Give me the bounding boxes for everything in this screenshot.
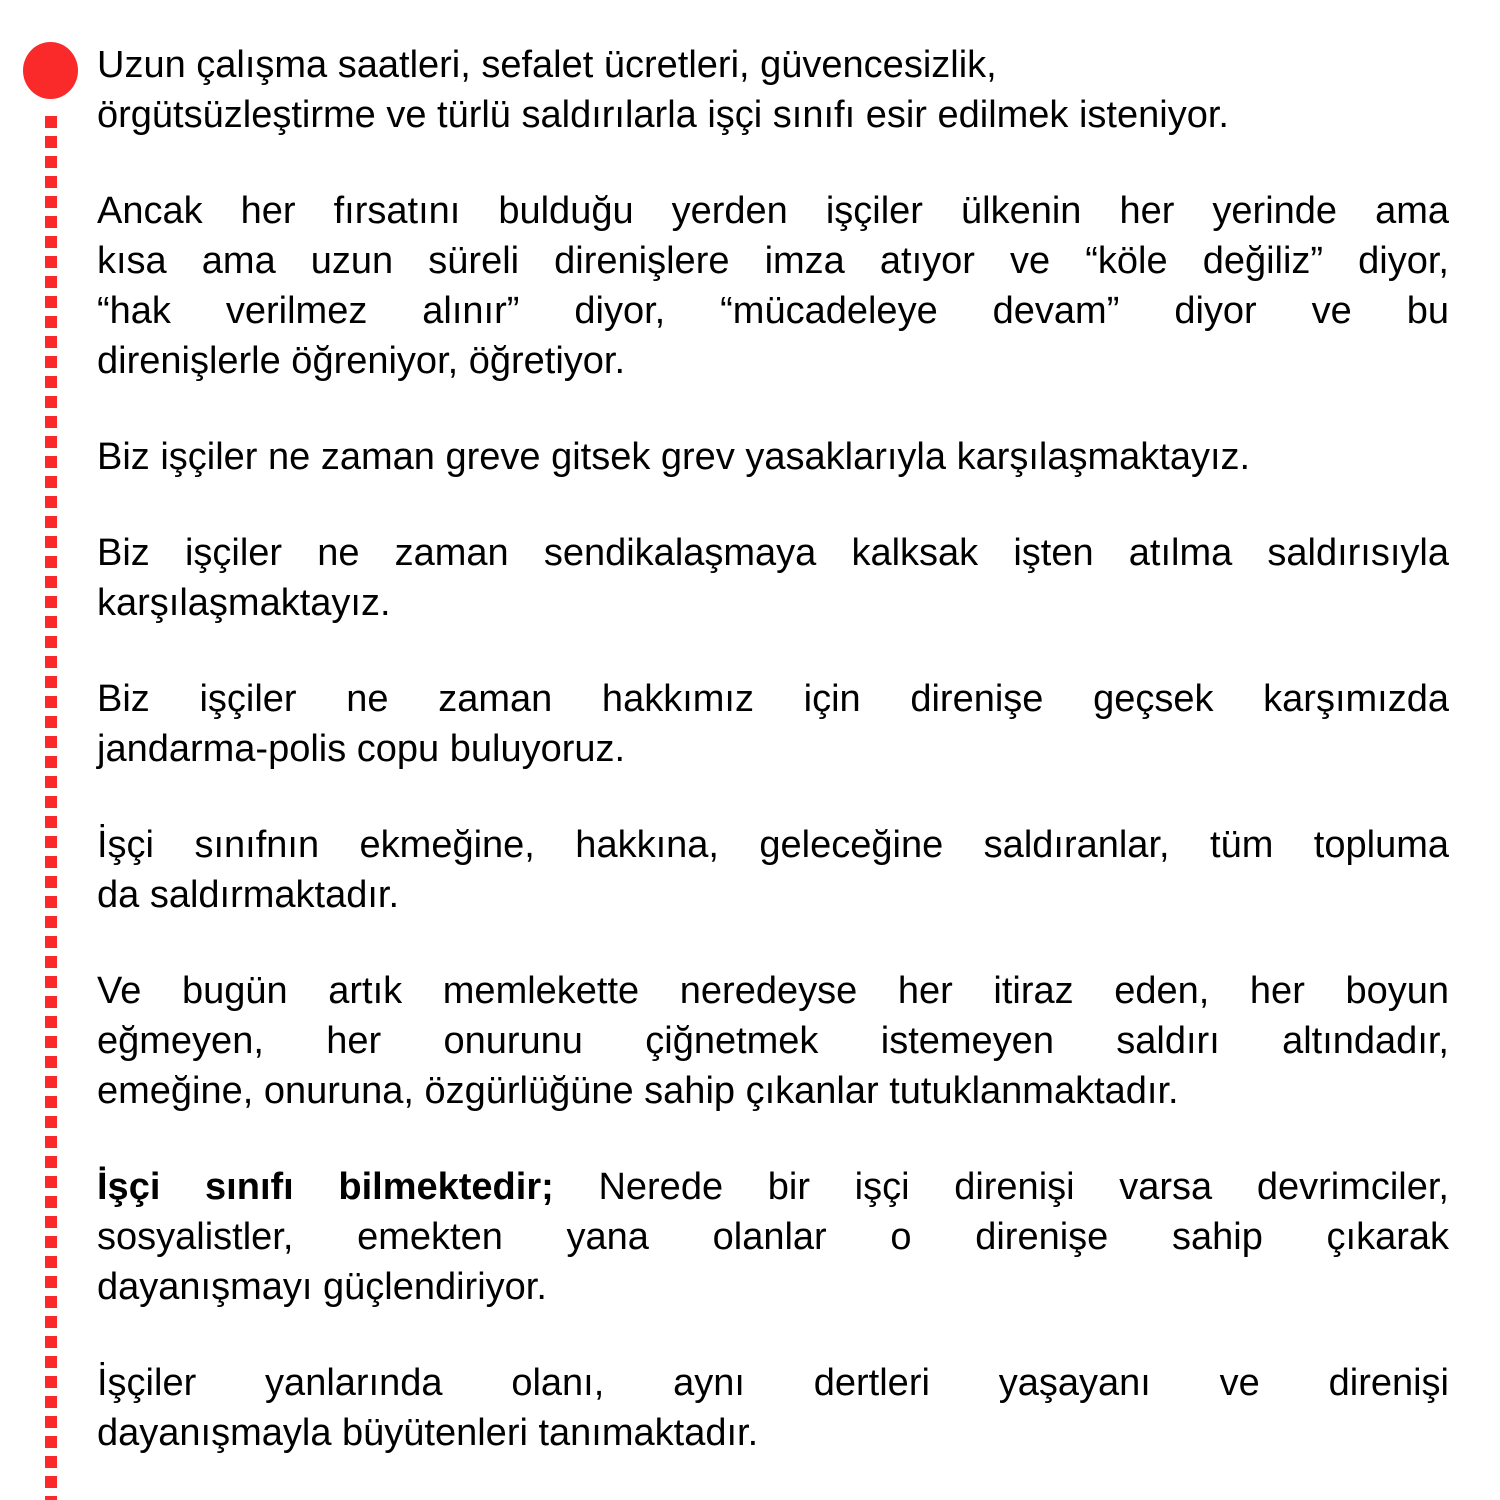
text-line: jandarma-polis copu buluyoruz. [97, 728, 626, 770]
text-line: direnişlerle öğreniyor, öğretiyor. [97, 340, 626, 382]
paragraph [97, 186, 1449, 386]
text-line: Biz işçiler ne zaman sendikalaşmaya kalksak işten atılma saldırısıyla [97, 532, 1449, 574]
paragraph [97, 1162, 1449, 1312]
text-line: Ve bugün artık memlekette neredeyse her itiraz eden, her boyun [97, 970, 1449, 1012]
bold-lead-text: İşçi sınıfı bilmektedir; [97, 1166, 554, 1208]
text-line: da saldırmaktadır. [97, 874, 400, 916]
red-bullet-dot-icon [23, 42, 78, 99]
text-line: emeğine, onuruna, özgürlüğüne sahip çıkanlar tutuklanmaktadır. [97, 1070, 1179, 1112]
text-line: Uzun çalışma saatleri, sefalet ücretleri, güvencesizlik, [97, 44, 997, 86]
paragraph [97, 820, 1449, 920]
paragraph [97, 966, 1449, 1116]
text-line: İşçi sınıfnın ekmeğine, hakkına, geleceğine saldıranlar, tüm topluma [97, 824, 1449, 866]
text-block [97, 40, 1449, 1458]
text-line: örgütsüzleştirme ve türlü saldırılarla işçi sınıfı esir edilmek isteniyor. [97, 94, 1229, 136]
text-line: Ancak her fırsatını bulduğu yerden işçiler ülkenin her yerinde ama [97, 190, 1449, 232]
text-line: dayanışmayı güçlendiriyor. [97, 1266, 547, 1308]
text-line: karşılaşmaktayız. [97, 582, 391, 624]
text-line: eğmeyen, her onurunu çiğnetmek istemeyen saldırı altındadır, [97, 1020, 1449, 1062]
paragraph [97, 1358, 1449, 1458]
text-line: İşçi sınıfı bilmektedir; Nerede bir işçi direnişi varsa devrimciler, [97, 1166, 1449, 1208]
paragraph [97, 674, 1449, 774]
paragraph [97, 40, 1449, 140]
text-line: İşçiler yanlarında olanı, aynı dertleri yaşayanı ve direnişi [97, 1362, 1449, 1404]
paragraph [97, 432, 1449, 482]
text-line: “hak verilmez alınır” diyor, “mücadeleye devam” diyor ve bu [97, 290, 1449, 332]
paragraph [97, 528, 1449, 628]
red-dotted-line [45, 116, 57, 1500]
text-line: Biz işçiler ne zaman hakkımız için direnişe geçsek karşımızda [97, 678, 1449, 720]
text-line: dayanışmayla büyütenleri tanımaktadır. [97, 1412, 759, 1454]
text-line: sosyalistler, emekten yana olanlar o direnişe sahip çıkarak [97, 1216, 1449, 1258]
text-line: kısa ama uzun süreli direnişlere imza atıyor ve “köle değiliz” diyor, [97, 240, 1449, 282]
text-line: Biz işçiler ne zaman greve gitsek grev yasaklarıyla karşılaşmaktayız. [97, 436, 1251, 478]
